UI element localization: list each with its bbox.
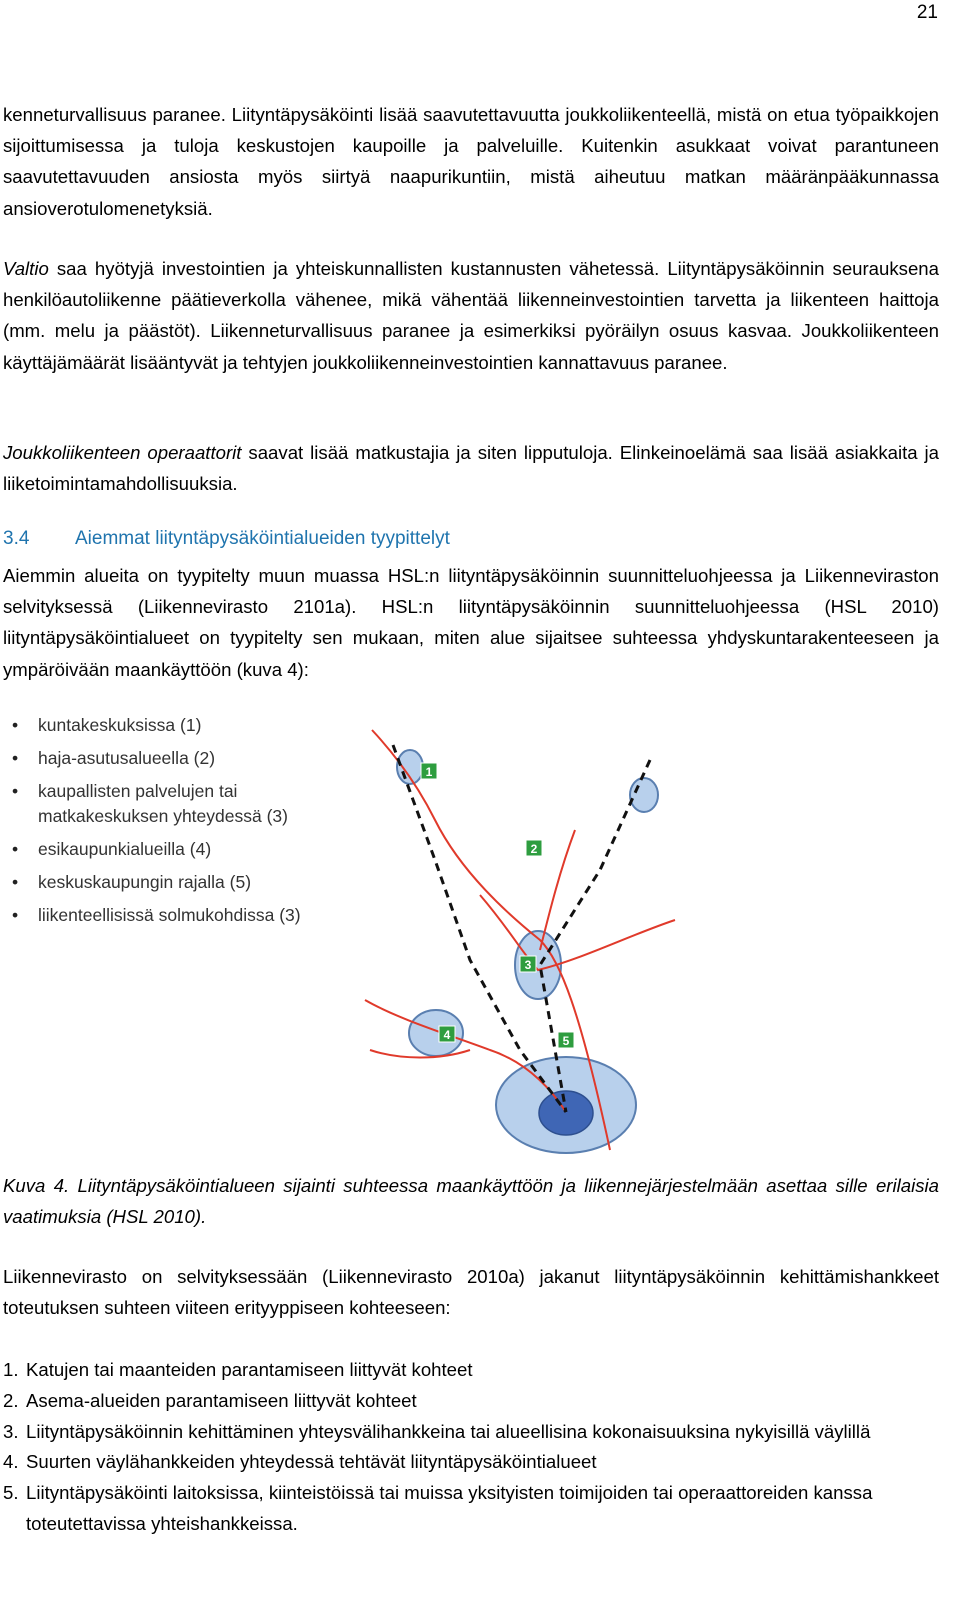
park-and-ride-diagram [360, 720, 680, 1160]
figure-legend-list [10, 713, 338, 936]
section-number: 3.4 [3, 528, 30, 549]
project-type-list [3, 1355, 939, 1540]
list-item: 4. Suurten väylähankkeiden yhteydessä tehtävät liityntäpysäköintialueet [3, 1451, 597, 1473]
svg-text:1: 1 [425, 765, 433, 779]
legend-item: • kaupallisten palvelujen tai matkakeskuksen yhteydessä (3) [10, 779, 338, 829]
figure-caption: Kuva 4. Liityntäpysäköintialueen sijainti suhteessa maankäyttöön ja liikennejärjestelmään asettaa sille erilaisia vaatimuksia (HSL 2010). [3, 1175, 939, 1228]
page-number: 21 [916, 2, 938, 23]
list-item: 1. Katujen tai maanteiden parantamiseen liittyvät kohteet [3, 1359, 473, 1380]
svg-text:3: 3 [524, 958, 532, 972]
svg-text:2: 2 [530, 842, 538, 856]
svg-text:5: 5 [562, 1034, 570, 1048]
emphasis-valtio: Valtio [3, 258, 49, 279]
legend-item: • esikaupunkialueilla (4) [10, 837, 338, 862]
legend-item: • liikenteellisissä solmukohdissa (3) [10, 903, 338, 928]
paragraph-typologies: Aiemmin alueita on tyypitelty muun muassa HSL:n liityntäpysäköinnin suunnitteluohjeessa ja Liikenneviraston selvityksessä (Liikennevirasto 2101a). HSL:n liityntäpysäköinnin suunnitteluohjeessa (HSL 2010) liityntäpysäköintialueet on tyypitelty sen mukaan, miten alue sijaitsee suhteessa yhdyskuntarakenteeseen ja ympäröivään maankäyttöön (kuva 4): [3, 565, 939, 680]
marker-1 [421, 763, 437, 779]
list-item: 3. Liityntäpysäköinnin kehittäminen yhteysvälihankkeina tai alueellisina kokonaisuuksina nykyisillä väylillä [3, 1420, 871, 1442]
legend-item: • keskuskaupungin rajalla (5) [10, 870, 338, 895]
legend-item: • haja-asutusalueella (2) [10, 746, 338, 771]
paragraph-operators-text: saavat lisää matkustajia ja siten lipputuloja. Elinkeinoelämä saa lisää asiakkaita ja liiketoimintamahdollisuuksia. [3, 442, 940, 495]
emphasis-operators: Joukkoliikenteen operaattorit [3, 442, 242, 463]
paragraph-state-benefits-text: saa hyötyjä investointien ja yhteiskunnallisten kustannusten vähetessä. Liityntäpysäköinnin seurauksena henkilöautoliikenne päätieverkolla vähenee, mikä vähentää liikenneinvestointien tarvetta ja liikenteen haittoja (mm. melu ja päästöt). Liikenneturvallisuus paranee ja esimerkiksi pyöräilyn osuus kasvaa. Joukkoliikenteen käyttäjämäärät lisääntyvät ja tehtyjen joukkoliikenneinvestointien kannattavuus paranee. [3, 258, 939, 373]
section-title: Aiemmat liityntäpysäköintialueiden tyypittelyt [75, 528, 450, 549]
paragraph-project-types: Liikennevirasto on selvityksessään (Liikennevirasto 2010a) jakanut liityntäpysäköinnin kehittämishankkeet toteutuksen suhteen viiteen erityyppiseen kohteeseen: [3, 1266, 939, 1319]
section-heading [3, 523, 450, 554]
marker-5 [558, 1032, 574, 1048]
svg-text:4: 4 [443, 1028, 451, 1042]
marker-4 [439, 1026, 455, 1042]
marker-2 [526, 840, 542, 856]
city-center [539, 1091, 593, 1135]
marker-3 [520, 956, 536, 972]
road-line [480, 895, 675, 970]
paragraph-operators [3, 437, 939, 499]
list-item: 5. Liityntäpysäköinti laitoksissa, kiinteistöissä tai muissa yksityisten toimijoiden tai operaattoreiden kanssa toteutettavissa yhteishankkeissa. [3, 1482, 873, 1534]
legend-item: • kuntakeskuksissa (1) [10, 713, 338, 738]
paragraph-state-benefits [3, 253, 939, 378]
paragraph-benefits-continued: kenneturvallisuus paranee. Liityntäpysäköinti lisää saavutettavuutta joukkoliikenteellä, mistä on etua työpaikkojen sijoittumisessa ja tuloja keskustojen kaupoille ja palveluille. Kuitenkin asukkaat voivat parantuneen saavutettavuuden ansiosta myös siirtyä naapurikuntiin, mistä aiheutuu matkan määränpääkunnassa ansioverotulomenetyksiä. [3, 104, 939, 219]
road-line [540, 830, 575, 950]
area-2 [630, 778, 658, 812]
list-item: 2. Asema-alueiden parantamiseen liittyvät kohteet [3, 1389, 417, 1411]
